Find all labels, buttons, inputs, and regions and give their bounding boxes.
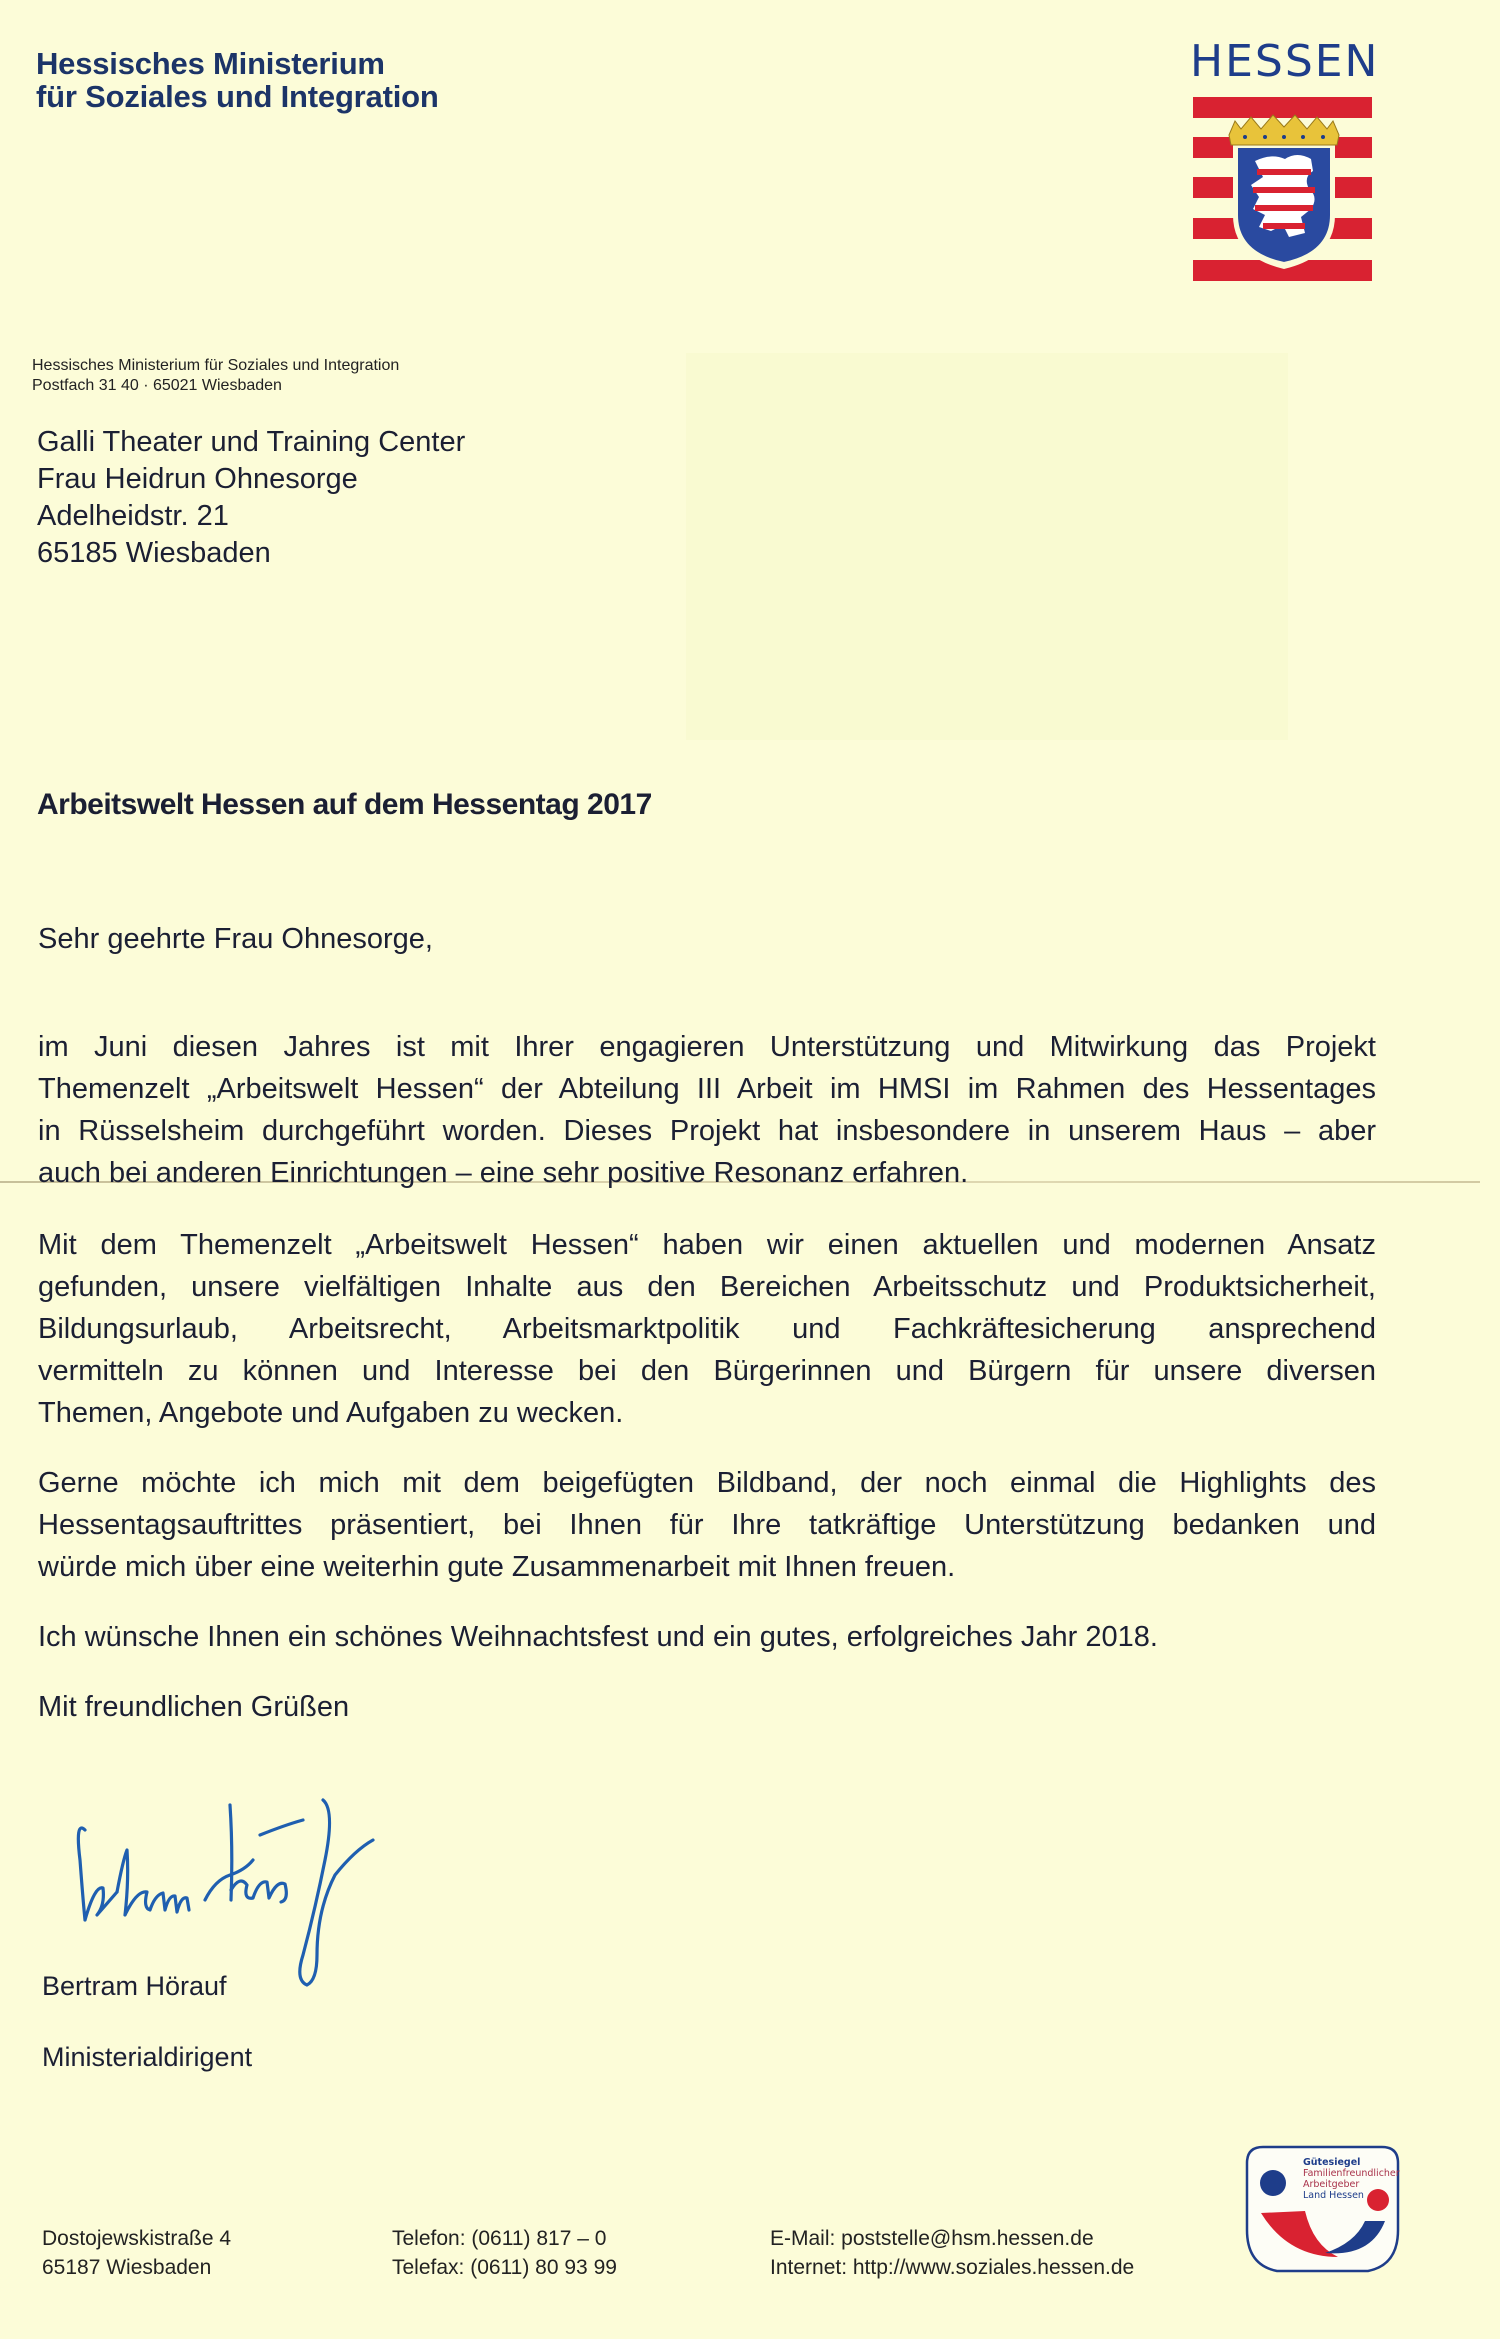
salutation: Sehr geehrte Frau Ohnesorge, (38, 923, 433, 955)
paragraph-line: gefunden, unsere vielfältigen Inhalte aus den Bereichen Arbeitsschutz und Produktsicherheit, (38, 1271, 1376, 1303)
recipient-line: Frau Heidrun Ohnesorge (37, 463, 358, 495)
recipient-line: Adelheidstr. 21 (37, 500, 229, 532)
footer-telefax: Telefax: (0611) 80 93 99 (392, 2256, 617, 2279)
paragraph-line: Hessentagsauftrittes präsentiert, bei Ihnen für Ihre tatkräftige Unterstützung bedanken und (38, 1509, 1376, 1541)
signer-name: Bertram Hörauf (42, 1971, 227, 2001)
footer-website-link[interactable]: Internet: http://www.soziales.hessen.de (770, 2256, 1135, 2279)
recipient-line: Galli Theater und Training Center (37, 426, 466, 458)
paragraph-line: vermitteln zu können und Interesse bei den Bürgerinnen und Bürgern für unsere diversen (38, 1355, 1376, 1387)
body-paragraph-3 (38, 1462, 1376, 1588)
signer-title: Ministerialdirigent (42, 2042, 253, 2072)
seal-text-line: Arbeitgeber (1303, 2179, 1360, 2190)
recipient-line: 65185 Wiesbaden (37, 537, 271, 569)
footer-email-link[interactable]: E-Mail: poststelle@hsm.hessen.de (770, 2227, 1094, 2250)
sender-line-2: Postfach 31 40 · 65021 Wiesbaden (32, 377, 282, 394)
holiday-wishes: Ich wünsche Ihnen ein schönes Weihnachtsfest und ein gutes, erfolgreiches Jahr 2018. (38, 1621, 1158, 1653)
footer-phone (392, 2224, 617, 2282)
ministry-name (36, 47, 439, 113)
footer-contact (770, 2224, 1134, 2282)
footer-telephone: Telefon: (0611) 817 – 0 (392, 2227, 607, 2250)
family-friendly-employer-seal (1243, 2145, 1402, 2275)
paragraph-line: Mit dem Themenzelt „Arbeitswelt Hessen“ haben wir einen aktuellen und modernen Ansatz (38, 1229, 1376, 1261)
paragraph-line: im Juni diesen Jahres ist mit Ihrer engagieren Unterstützung und Mitwirkung das Projekt (38, 1031, 1376, 1063)
closing-phrase: Mit freundlichen Grüßen (38, 1691, 350, 1723)
hessen-logo-word: HESSEN (1190, 36, 1380, 87)
recipient-address (37, 424, 465, 572)
paragraph-line: Gerne möchte ich mich mit dem beigefügten Bildband, der noch einmal die Highlights des (38, 1467, 1376, 1499)
subject-line: Arbeitswelt Hessen auf dem Hessentag 2017 (37, 788, 652, 821)
paragraph-line: Themen, Angebote und Aufgaben zu wecken. (38, 1397, 624, 1429)
address-window-area (686, 353, 1288, 740)
seal-text-line: Land Hessen (1303, 2190, 1364, 2201)
ministry-name-line2: für Soziales und Integration (36, 79, 439, 114)
paragraph-line: Bildungsurlaub, Arbeitsrecht, Arbeitsmarktpolitik und Fachkräftesicherung ansprechend (38, 1313, 1376, 1345)
footer-street: Dostojewskistraße 4 (42, 2227, 232, 2250)
paragraph-line: in Rüsselsheim durchgeführt worden. Dieses Projekt hat insbesondere in unserem Haus – aber (38, 1115, 1376, 1147)
footer-city: 65187 Wiesbaden (42, 2256, 212, 2279)
seal-text (1303, 2157, 1400, 2201)
sender-line-1: Hessisches Ministerium für Soziales und Integration (32, 357, 400, 374)
paragraph-line: würde mich über eine weiterhin gute Zusammenarbeit mit Ihnen freuen. (38, 1551, 956, 1583)
seal-text-line: Familienfreundlicher (1303, 2168, 1400, 2179)
body-paragraph-2 (38, 1224, 1376, 1434)
paragraph-line: Themenzelt „Arbeitswelt Hessen“ der Abteilung III Arbeit im HMSI im Rahmen des Hessentages (38, 1073, 1376, 1105)
sender-return-address (32, 356, 399, 396)
seal-text-line: Gütesiegel (1303, 2157, 1361, 2168)
hessen-coat-of-arms-icon (1193, 97, 1372, 283)
footer-address (42, 2224, 231, 2282)
ministry-name-line1: Hessisches Ministerium (36, 46, 385, 81)
body-paragraph-1 (38, 1026, 1376, 1194)
paragraph-line: auch bei anderen Einrichtungen – eine sehr positive Resonanz erfahren. (38, 1157, 969, 1189)
